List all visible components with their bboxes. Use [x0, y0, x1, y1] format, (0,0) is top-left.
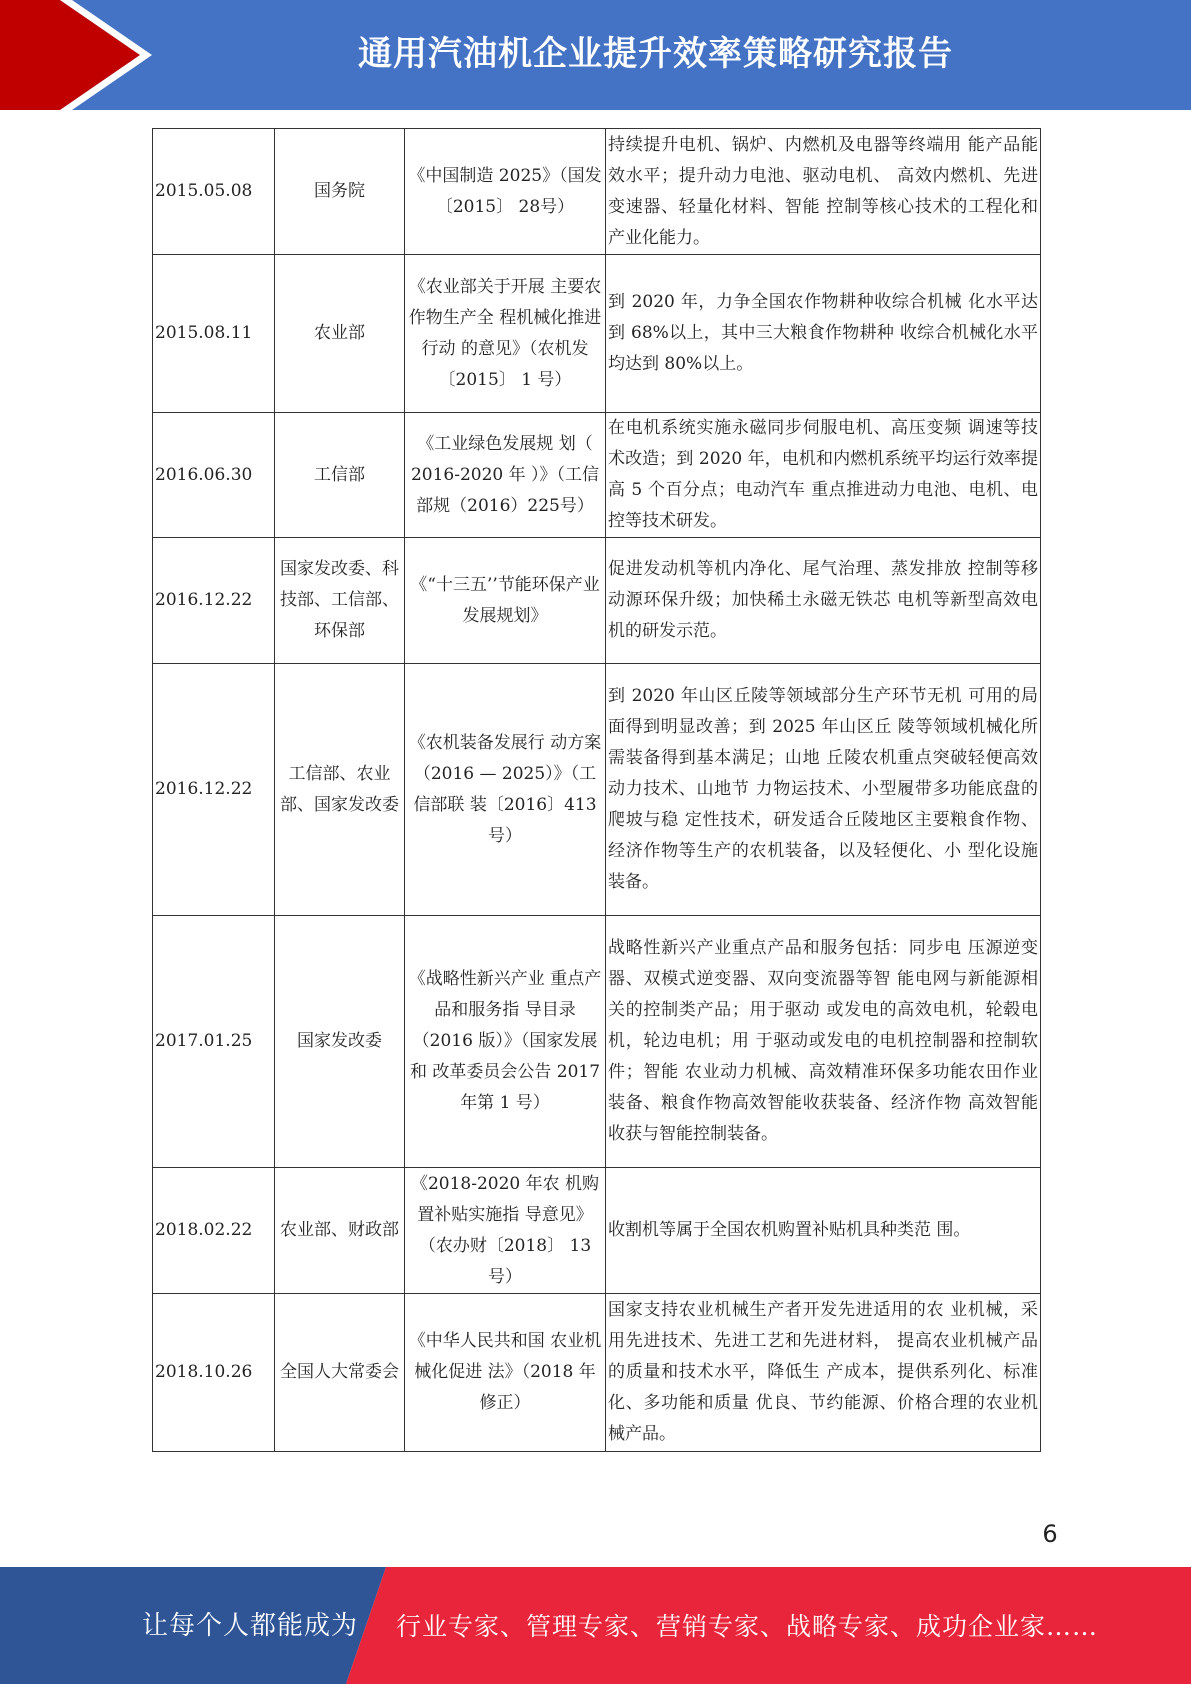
header-banner — [0, 0, 1191, 110]
footer-banner — [0, 1567, 1191, 1684]
document-cell: 《2018-2020 年农 机购置补贴实施指 导意见》（农办财〔2018〕 13 号） — [405, 1168, 606, 1294]
date-cell: 2016.12.22 — [153, 538, 275, 664]
content-cell: 到 2020 年，力争全国农作物耕种收综合机械 化水平达到 68%以上，其中三大粮食作物耕种 收综合机械化水平均达到 80%以上。 — [606, 255, 1041, 413]
content-cell: 在电机系统实施永磁同步伺服电机、高压变频 调速等技术改造；到 2020 年，电机和内燃机系统平均运行效率提高 5 个百分点；电动汽车 重点推进动力电池、电机、电控等技术研发。 — [606, 413, 1041, 538]
document-cell: 《中国制造 2025》（国发〔2015〕 28号） — [405, 129, 606, 255]
footer-slogan-right: 行业专家、管理专家、营销专家、战略专家、成功企业家…… — [396, 1612, 1099, 1641]
content-cell: 国家支持农业机械生产者开发先进适用的农 业机械，采用先进技术、先进工艺和先进材料， 提高农业机械产品的质量和技术水平，降低生 产成本，提供系列化、标准化、多功能和质量 优良、节约能源、价格合理的农业机械产品。 — [606, 1294, 1041, 1452]
table-row — [153, 664, 1041, 916]
date-cell: 2017.01.25 — [153, 916, 275, 1168]
content-cell: 到 2020 年山区丘陵等领域部分生产环节无机 可用的局面得到明显改善；到 2025 年山区丘 陵等领域机械化所需装备得到基本满足；山地 丘陵农机重点突破轻便高效动力技术、山地节 力物运技术、小型履带多功能底盘的爬坡与稳 定性技术，研发适合丘陵地区主要粮食作物、 经济作物等生产的农机装备，以及轻便化、小 型化设施装备。 — [606, 664, 1041, 916]
table-row — [153, 1168, 1041, 1294]
document-cell: 《农业部关于开展 主要农作物生产全 程机械化推进行动 的意见》（农机发〔2015〕 1 号） — [405, 255, 606, 413]
department-cell: 农业部 — [275, 255, 405, 413]
document-cell: 《中华人民共和国 农业机械化促进 法》（2018 年修正） — [405, 1294, 606, 1452]
date-cell: 2018.10.26 — [153, 1294, 275, 1452]
date-cell: 2015.05.08 — [153, 129, 275, 255]
date-cell: 2016.06.30 — [153, 413, 275, 538]
date-cell: 2018.02.22 — [153, 1168, 275, 1294]
table-row — [153, 1294, 1041, 1452]
document-cell: 《工业绿色发展规 划（ 2016-2020 年 ）》（工信部规（2016）225号） — [405, 413, 606, 538]
table-row — [153, 538, 1041, 664]
footer-slogan-left: 让每个人都能成为 — [142, 1611, 359, 1641]
table-row — [153, 255, 1041, 413]
table-row — [153, 129, 1041, 255]
content-cell: 收割机等属于全国农机购置补贴机具种类范 围。 — [606, 1168, 1041, 1294]
department-cell: 国家发改委 — [275, 916, 405, 1168]
table-row — [153, 413, 1041, 538]
department-cell: 国家发改委、科技部、工信部、环保部 — [275, 538, 405, 664]
content-cell: 促进发动机等机内净化、尾气治理、蒸发排放 控制等移动源环保升级；加快稀土永磁无铁芯 电机等新型高效电机的研发示范。 — [606, 538, 1041, 664]
document-cell: 《“十三五’’节能环保产业发展规划》 — [405, 538, 606, 664]
content-cell: 战略性新兴产业重点产品和服务包括：同步电 压源逆变器、双模式逆变器、双向变流器等智 能电网与新能源相关的控制类产品；用于驱动 或发电的高效电机，轮毂电机，轮边电机；用 于驱动或发电的电机控制器和控制软件；智能 农业动力机械、高效精准环保多功能农田作业 装备、粮食作物高效智能收获装备、经济作物 高效智能收获与智能控制装备。 — [606, 916, 1041, 1168]
date-cell: 2016.12.22 — [153, 664, 275, 916]
department-cell: 国务院 — [275, 129, 405, 255]
date-cell: 2015.08.11 — [153, 255, 275, 413]
department-cell: 农业部、财政部 — [275, 1168, 405, 1294]
document-cell: 《农机装备发展行 动方案（2016 — 2025）》（工信部联 装〔2016〕413 号） — [405, 664, 606, 916]
document-cell: 《战略性新兴产业 重点产品和服务指 导目录（2016 版）》（国家发展和 改革委员会公告 2017 年第 1 号） — [405, 916, 606, 1168]
table-row — [153, 916, 1041, 1168]
policy-table — [152, 128, 1041, 1452]
department-cell: 工信部 — [275, 413, 405, 538]
report-title: 通用汽油机企业提升效率策略研究报告 — [358, 34, 953, 74]
department-cell: 全国人大常委会 — [275, 1294, 405, 1452]
department-cell: 工信部、农业部、国家发改委 — [275, 664, 405, 916]
page-number: 6 — [1042, 1520, 1058, 1548]
header-arrow-graphic — [0, 0, 170, 110]
content-cell: 持续提升电机、锅炉、内燃机及电器等终端用 能产品能效水平；提升动力电池、驱动电机、 高效内燃机、先进变速器、轻量化材料、智能 控制等核心技术的工程化和产业化能力。 — [606, 129, 1041, 255]
